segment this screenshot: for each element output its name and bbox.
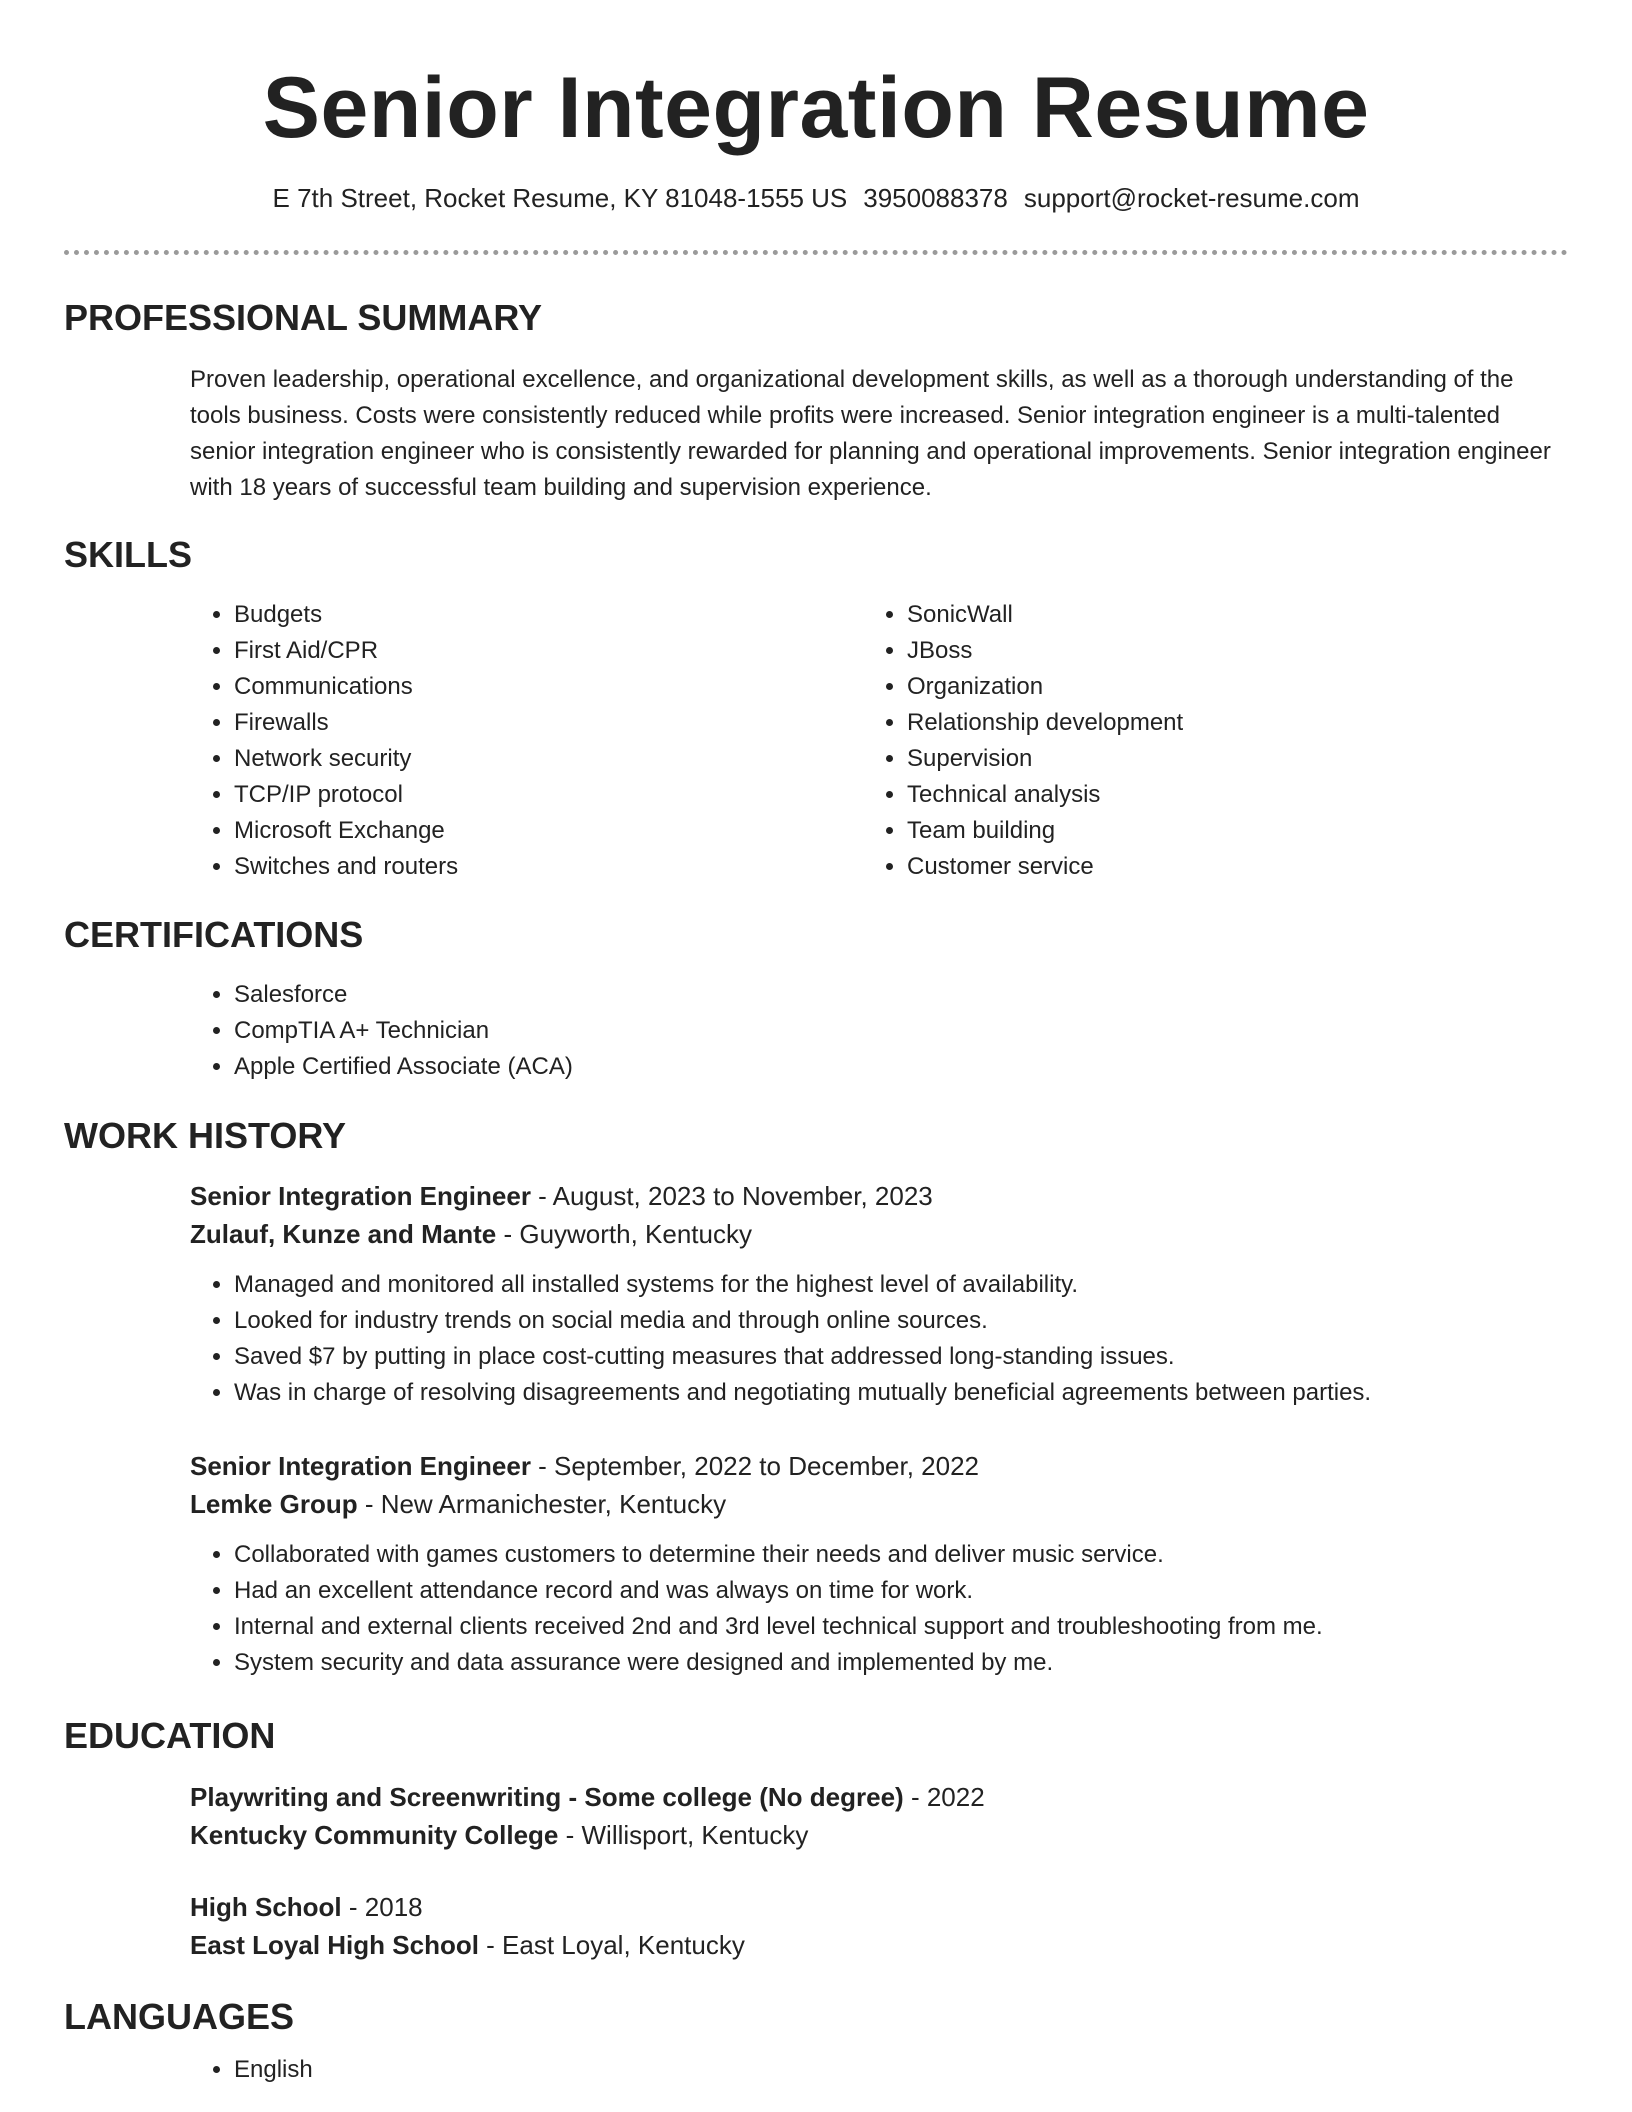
list-item: • Supervision <box>907 741 1503 777</box>
job-location: - Guyworth, Kentucky <box>496 1219 752 1249</box>
list-item: • TCP/IP protocol <box>234 777 830 813</box>
education-location: - East Loyal, Kentucky <box>478 1930 745 1960</box>
job-title: Senior Integration Engineer <box>190 1181 531 1211</box>
list-item: • First Aid/CPR <box>234 633 830 669</box>
certifications-list <box>190 977 1090 1085</box>
education-school-line <box>190 1816 1590 1854</box>
job-company: Zulauf, Kunze and Mante <box>190 1219 497 1249</box>
languages-heading: LANGUAGES <box>64 1996 295 2037</box>
list-item: • Communications <box>234 669 830 705</box>
summary-heading: PROFESSIONAL SUMMARY <box>64 297 543 338</box>
education-degree-line <box>190 1778 1590 1816</box>
list-item: • Team building <box>907 813 1503 849</box>
education-school: East Loyal High School <box>190 1930 479 1960</box>
list-item: • Was in charge of resolving disagreements and negotiating mutually beneficial agreements between parties. <box>234 1375 1590 1411</box>
list-item: • Budgets <box>234 597 830 633</box>
list-item: • Apple Certified Associate (ACA) <box>234 1049 1090 1085</box>
list-item: • System security and data assurance were designed and implemented by me. <box>234 1645 1590 1681</box>
job-title-line <box>190 1177 1590 1215</box>
list-item: • Relationship development <box>907 705 1503 741</box>
list-item: • Organization <box>907 669 1503 705</box>
header-divider <box>64 250 1568 255</box>
list-item: • Firewalls <box>234 705 830 741</box>
job-location: - New Armanichester, Kentucky <box>357 1489 727 1519</box>
list-item: • Had an excellent attendance record and was always on time for work. <box>234 1573 1590 1609</box>
list-item: • Technical analysis <box>907 777 1503 813</box>
list-item: • JBoss <box>907 633 1503 669</box>
job-title: Senior Integration Engineer <box>190 1451 531 1481</box>
education-degree-line <box>190 1888 1590 1926</box>
education-entry <box>190 1778 1590 1854</box>
contact-email[interactable]: support@rocket-resume.com <box>1023 183 1360 213</box>
contact-line <box>0 180 1632 216</box>
summary-text: Proven leadership, operational excellence, and organizational development skills, as well as a thorough understanding of the tools business. Costs were consistently reduced while profits were increased. Senior integration engineer is a multi-talented senior integration engineer who is consistently rewarded for planning and operational improvements. Senior integration engineer with 18 years of successful team building and supervision experience. <box>190 366 1551 501</box>
job-title-line <box>190 1447 1590 1485</box>
skills-heading: SKILLS <box>64 534 193 575</box>
job-company-line <box>190 1215 1590 1253</box>
education-school-line <box>190 1926 1590 1964</box>
job-bullets <box>190 1537 1590 1681</box>
job-dates: - September, 2022 to December, 2022 <box>530 1451 979 1481</box>
list-item: • Internal and external clients received 2nd and 3rd level technical support and troubleshooting from me. <box>234 1609 1590 1645</box>
education-entry <box>190 1888 1590 1964</box>
education-year: - 2018 <box>341 1892 423 1922</box>
education-degree: High School <box>190 1892 342 1922</box>
job-entry <box>190 1447 1590 1681</box>
list-item: • Switches and routers <box>234 849 830 885</box>
languages-list <box>190 2052 1090 2088</box>
list-item: • Looked for industry trends on social media and through online sources. <box>234 1303 1590 1339</box>
list-item: • CompTIA A+ Technician <box>234 1013 1090 1049</box>
list-item: • Managed and monitored all installed systems for the highest level of availability. <box>234 1267 1590 1303</box>
list-item: • SonicWall <box>907 597 1503 633</box>
resume-title: Senior Integration Resume <box>262 60 1370 156</box>
certifications-heading: CERTIFICATIONS <box>64 914 364 955</box>
job-company-line <box>190 1485 1590 1523</box>
list-item: • Salesforce <box>234 977 1090 1013</box>
list-item: • Collaborated with games customers to determine their needs and deliver music service. <box>234 1537 1590 1573</box>
job-bullets <box>190 1267 1590 1411</box>
education-degree: Playwriting and Screenwriting - Some college (No degree) <box>190 1782 904 1812</box>
contact-address: E 7th Street, Rocket Resume, KY 81048-1555 US <box>272 183 848 213</box>
work-history-heading: WORK HISTORY <box>64 1115 347 1156</box>
job-entry <box>190 1177 1590 1411</box>
education-location: - Willisport, Kentucky <box>558 1820 809 1850</box>
education-school: Kentucky Community College <box>190 1820 559 1850</box>
list-item: • Network security <box>234 741 830 777</box>
skills-list-left <box>190 597 830 885</box>
list-item: • Saved $7 by putting in place cost-cutting measures that addressed long-standing issues. <box>234 1339 1590 1375</box>
job-company: Lemke Group <box>190 1489 358 1519</box>
list-item: • Customer service <box>907 849 1503 885</box>
education-year: - 2022 <box>903 1782 985 1812</box>
contact-phone: 3950088378 <box>863 183 1008 213</box>
skills-list-right <box>863 597 1503 885</box>
job-dates: - August, 2023 to November, 2023 <box>530 1181 933 1211</box>
list-item: • Microsoft Exchange <box>234 813 830 849</box>
list-item: • English <box>234 2052 1090 2088</box>
education-heading: EDUCATION <box>64 1715 276 1756</box>
